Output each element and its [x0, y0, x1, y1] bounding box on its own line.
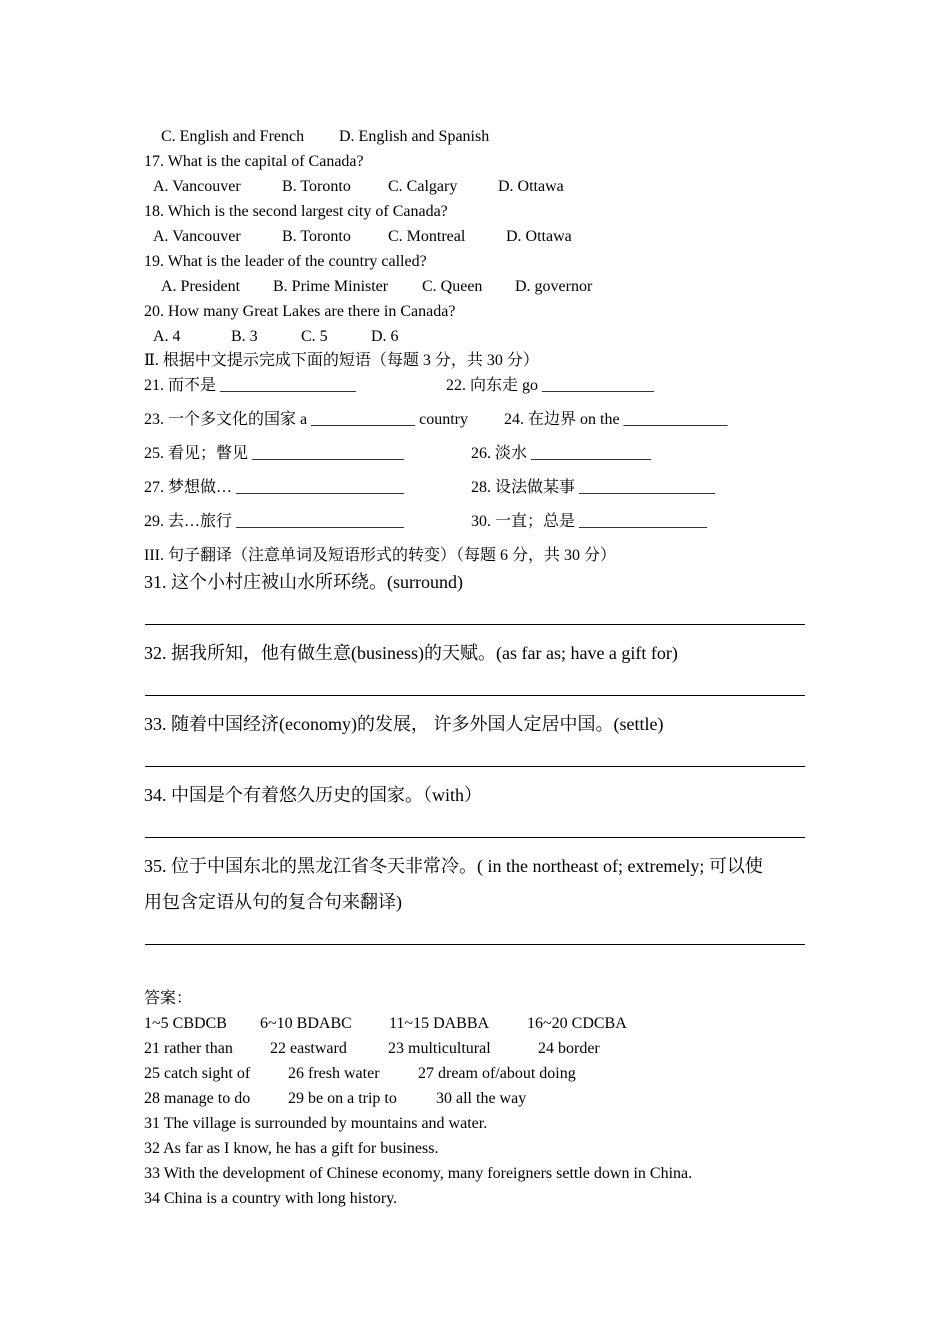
- q16-option-d: D. English and Spanish: [339, 128, 490, 145]
- q17-option-c: C. Calgary: [388, 178, 458, 195]
- answers-title: 答案：: [144, 990, 193, 1007]
- item-31: 31. 这个小村庄被山水所环绕。(surround): [144, 572, 463, 592]
- q19-option-d: D. governor: [515, 278, 593, 295]
- item-30: 30. 一直；总是 ________________: [471, 513, 708, 530]
- q20-option-d: D. 6: [371, 328, 399, 345]
- item-23: 23. 一个多文化的国家 a _____________ country: [144, 411, 468, 428]
- item-22: 22. 向东走 go ______________: [446, 377, 655, 394]
- q20-option-c: C. 5: [301, 328, 328, 345]
- answer-line-32: [145, 695, 805, 696]
- answer-line-34: [145, 837, 805, 838]
- answer-32: 32 As far as I know, he has a gift for business.: [144, 1140, 439, 1157]
- answer-29: 29 be on a trip to: [288, 1090, 397, 1107]
- item-35-continued: 用包含定语从句的复合句来翻译): [144, 892, 402, 912]
- answer-6-10: 6~10 BDABC: [260, 1015, 352, 1032]
- item-35: 35. 位于中国东北的黑龙江省冬天非常冷。( in the northeast of; extremely; 可以使: [144, 856, 763, 876]
- q16-option-c: C. English and French: [161, 128, 305, 145]
- q17-option-d: D. Ottawa: [498, 178, 564, 195]
- q18-question: 18. Which is the second largest city of Canada?: [144, 203, 448, 220]
- item-26: 26. 淡水 _______________: [471, 445, 652, 462]
- q18-option-c: C. Montreal: [388, 228, 466, 245]
- q17-question: 17. What is the capital of Canada?: [144, 153, 364, 170]
- q17-option-a: A. Vancouver: [153, 178, 241, 195]
- item-29: 29. 去…旅行 _____________________: [144, 513, 405, 530]
- answer-28: 28 manage to do: [144, 1090, 251, 1107]
- item-28: 28. 设法做某事 _________________: [471, 479, 716, 496]
- q19-question: 19. What is the leader of the country called?: [144, 253, 427, 270]
- answer-24: 24 border: [538, 1040, 600, 1057]
- q19-option-c: C. Queen: [422, 278, 483, 295]
- item-33: 33. 随着中国经济(economy)的发展， 许多外国人定居中国。(settle): [144, 714, 664, 734]
- item-32: 32. 据我所知，他有做生意(business)的天赋。(as far as; have a gift for): [144, 643, 678, 663]
- q18-option-d: D. Ottawa: [506, 228, 572, 245]
- answer-11-15: 11~15 DABBA: [389, 1015, 490, 1032]
- answer-1-5: 1~5 CBDCB: [144, 1015, 227, 1032]
- answer-23: 23 multicultural: [388, 1040, 491, 1057]
- q18-option-a: A. Vancouver: [153, 228, 241, 245]
- q20-question: 20. How many Great Lakes are there in Canada?: [144, 303, 456, 320]
- q20-option-a: A. 4: [153, 328, 181, 345]
- q17-option-b: B. Toronto: [282, 178, 351, 195]
- answer-line-31: [145, 624, 805, 625]
- answer-21: 21 rather than: [144, 1040, 233, 1057]
- item-27: 27. 梦想做… _____________________: [144, 479, 405, 496]
- answer-30: 30 all the way: [436, 1090, 527, 1107]
- q18-option-b: B. Toronto: [282, 228, 351, 245]
- answer-line-35: [145, 944, 805, 945]
- answer-25: 25 catch sight of: [144, 1065, 251, 1082]
- answer-22: 22 eastward: [270, 1040, 347, 1057]
- item-24: 24. 在边界 on the _____________: [504, 411, 728, 428]
- answer-27: 27 dream of/about doing: [418, 1065, 576, 1082]
- answer-16-20: 16~20 CDCBA: [527, 1015, 627, 1032]
- section3-title: III. 句子翻译（注意单词及短语形式的转变）（每题 6 分，共 30 分）: [144, 547, 616, 564]
- answer-26: 26 fresh water: [288, 1065, 380, 1082]
- item-25: 25. 看见；瞥见 ___________________: [144, 445, 405, 462]
- q20-option-b: B. 3: [231, 328, 258, 345]
- q19-option-a: A. President: [161, 278, 241, 295]
- q19-option-b: B. Prime Minister: [273, 278, 389, 295]
- section2-title: Ⅱ. 根据中文提示完成下面的短语（每题 3 分，共 30 分）: [144, 352, 539, 369]
- answer-33: 33 With the development of Chinese economy, many foreigners settle down in China.: [144, 1165, 693, 1182]
- answer-line-33: [145, 766, 805, 767]
- answer-31: 31 The village is surrounded by mountains and water.: [144, 1115, 488, 1132]
- item-34: 34. 中国是个有着悠久历史的国家。（with）: [144, 785, 482, 805]
- answer-34: 34 China is a country with long history.: [144, 1190, 398, 1207]
- item-21: 21. 而不是 _________________: [144, 377, 357, 394]
